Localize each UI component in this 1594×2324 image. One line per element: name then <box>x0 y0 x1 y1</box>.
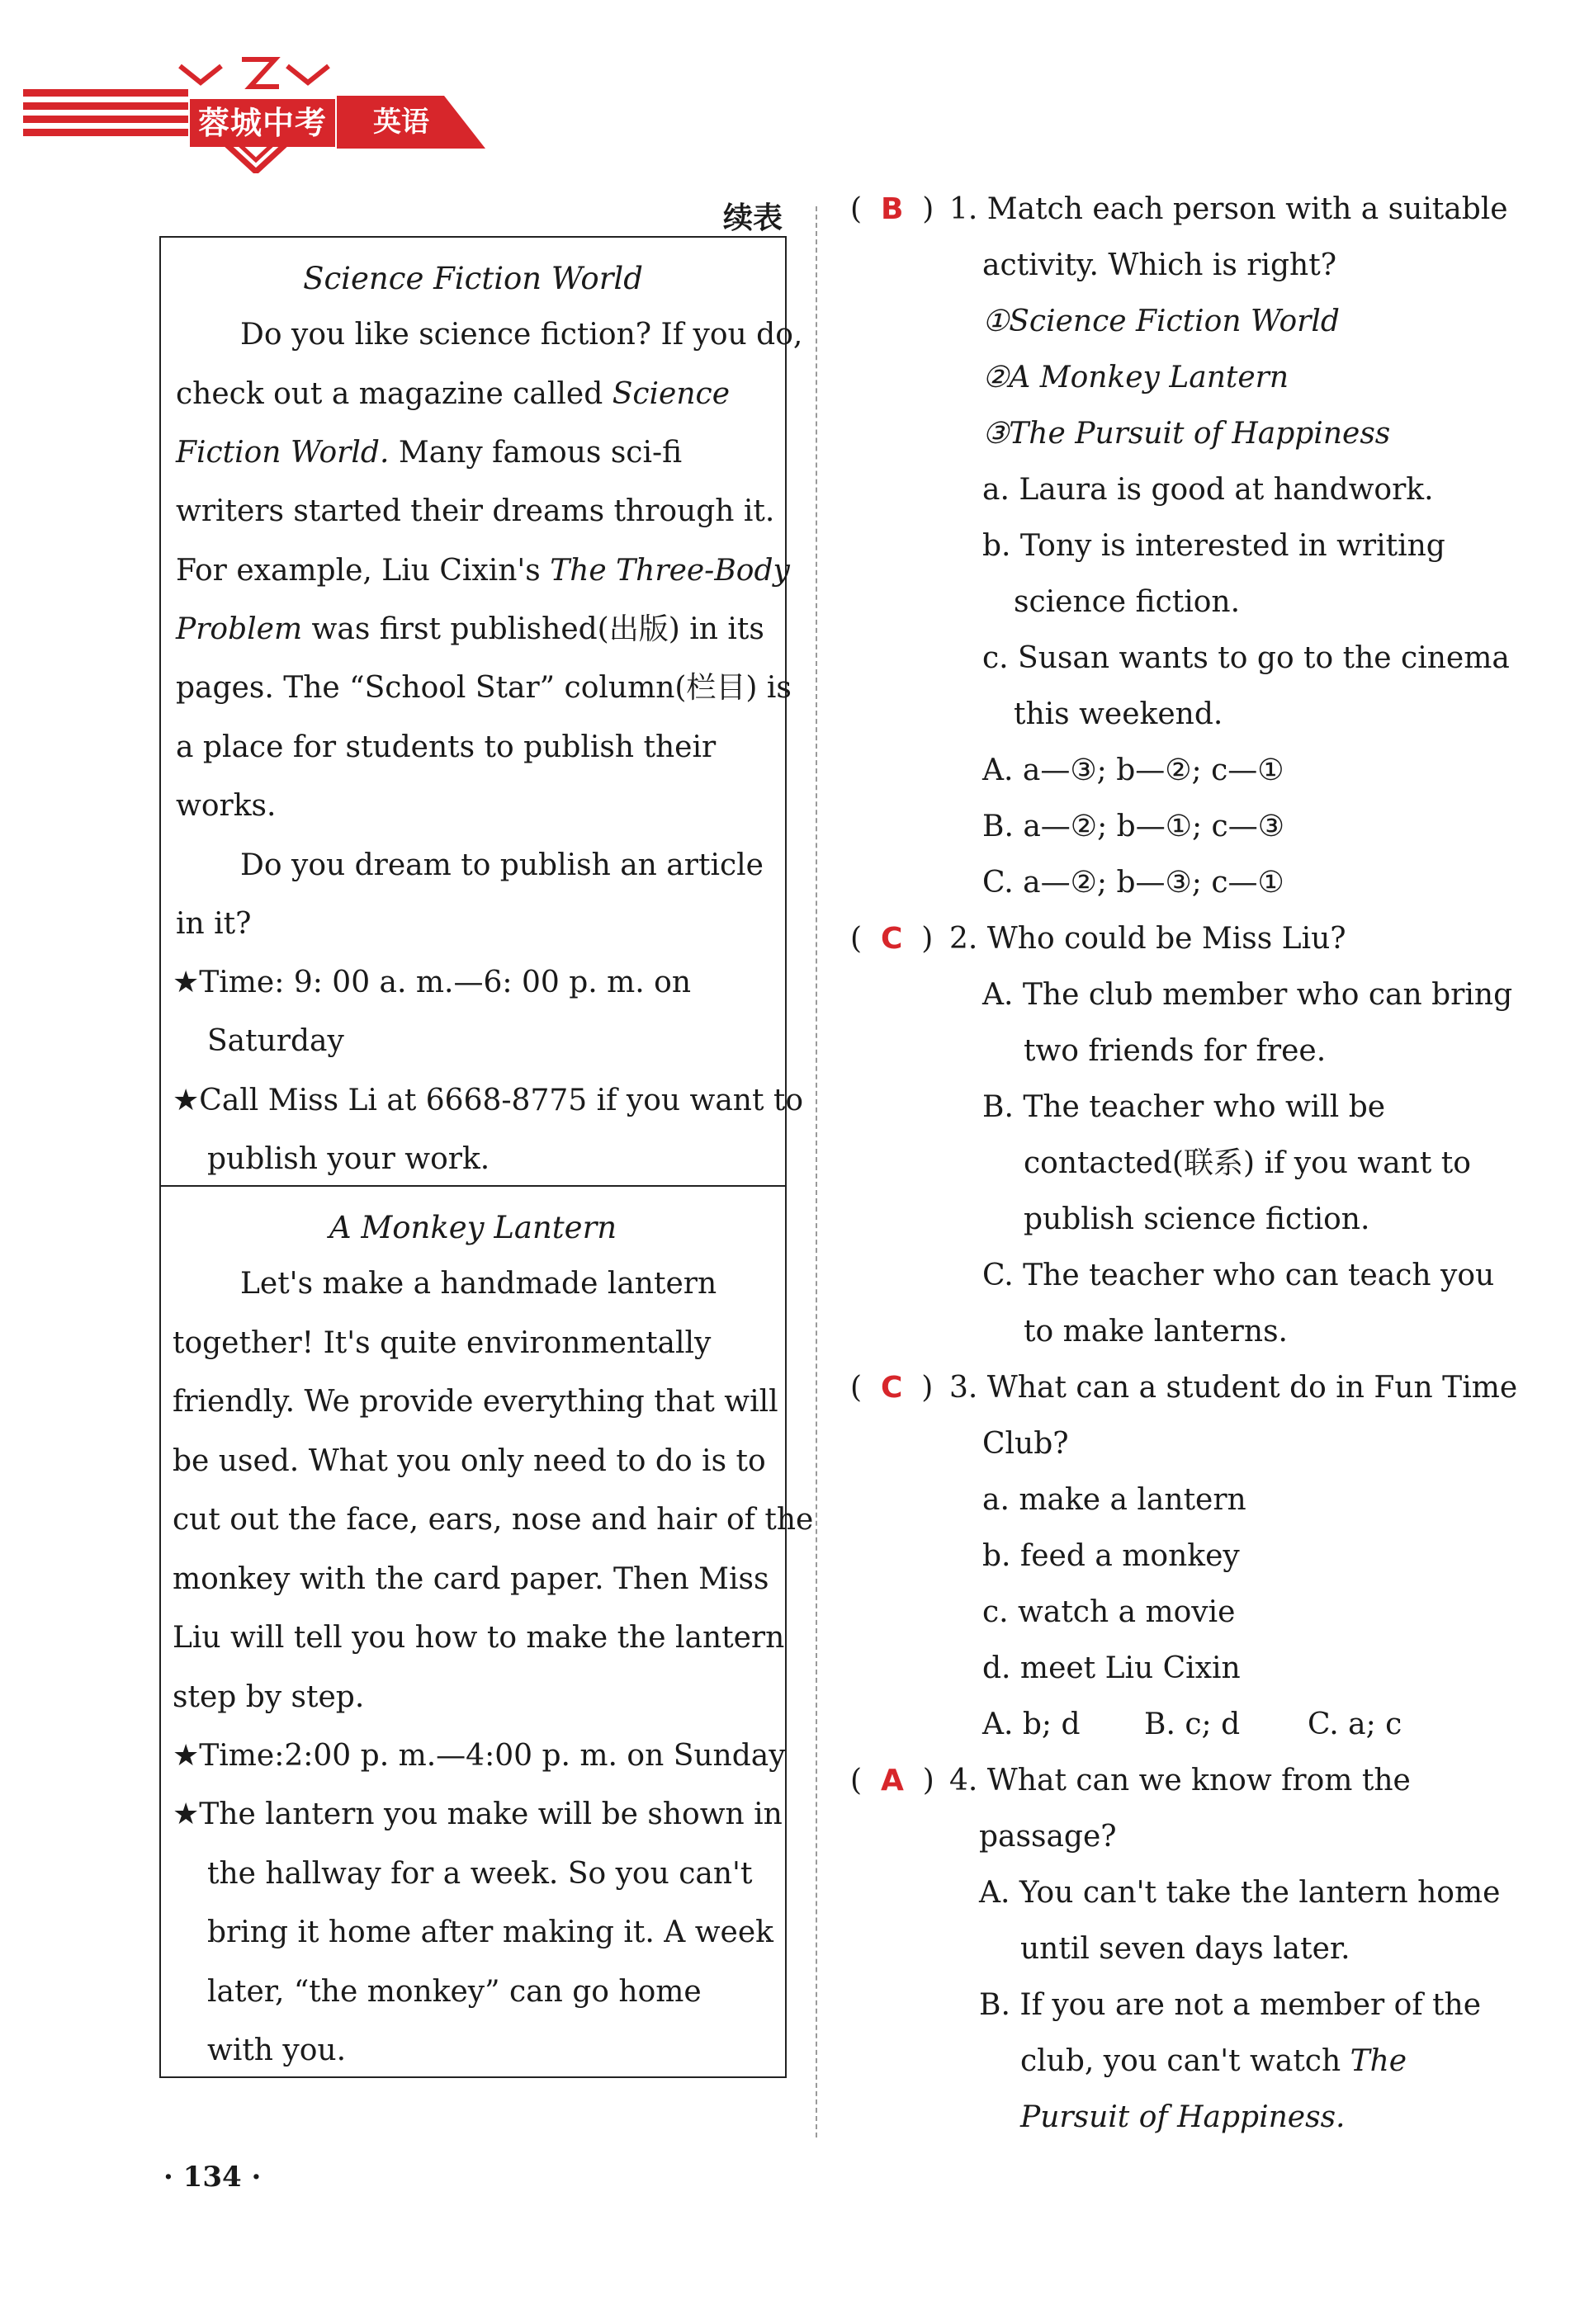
subject-label: 英语 <box>373 106 429 139</box>
q3-sub: a. make a lantern <box>982 1483 1246 1517</box>
q2-option: A. The club member who can bring <box>982 978 1513 1012</box>
q4-option: Pursuit of Happiness. <box>1020 2100 1346 2134</box>
sf-call-cont: publish your work. <box>207 1142 490 1176</box>
table-row-divider <box>161 1185 785 1187</box>
brand-header <box>23 50 485 182</box>
sf-line: works. <box>176 789 277 823</box>
sf-line: a place for students to publish their <box>176 730 717 764</box>
column-divider <box>816 206 817 2137</box>
continued-label: 续表 <box>723 201 783 235</box>
q3-option: C. a; c <box>1308 1708 1402 1741</box>
ml-line: monkey with the card paper. Then Miss <box>173 1562 769 1596</box>
sf-line: Problem was first published(出版) in its <box>176 612 764 646</box>
question-4-stem: 4. What can we know from the <box>949 1764 1411 1797</box>
q1-item: ③The Pursuit of Happiness <box>982 417 1391 451</box>
sf-line: writers started their dreams through it. <box>176 494 775 528</box>
question-3-stem: 3. What can a student do in Fun Time <box>949 1371 1518 1405</box>
ml-line: together! It's quite environmentally <box>173 1326 712 1360</box>
question-4-stem: passage? <box>979 1820 1117 1854</box>
q3-sub: b. feed a monkey <box>982 1539 1240 1573</box>
ml-time: ★Time:2:00 p. m.—4:00 p. m. on Sunday <box>173 1739 786 1773</box>
q3-sub: d. meet Liu Cixin <box>982 1651 1241 1685</box>
question-1-stem: activity. Which is right? <box>982 248 1337 282</box>
q1-sub: science fiction. <box>1014 585 1241 619</box>
q1-option: B. a—②; b—①; c—③ <box>982 810 1284 843</box>
ml-line: Liu will tell you how to make the lantern <box>173 1621 785 1655</box>
q3-option: A. b; d <box>982 1708 1081 1741</box>
q1-item: ②A Monkey Lantern <box>982 361 1289 394</box>
q2-option: two friends for free. <box>1024 1034 1327 1068</box>
q4-option: club, you can't watch The <box>1020 2044 1407 2078</box>
sf-line: check out a magazine called Science <box>176 377 731 411</box>
brand-logo: 蓉城中考 <box>190 99 335 147</box>
ml-shown: the hallway for a week. So you can't <box>207 1857 753 1891</box>
sf-line: Do you like science fiction? If you do, <box>240 318 803 352</box>
sf-line: Fiction World. Many famous sci-fi <box>176 436 683 470</box>
sf-time-cont: Saturday <box>207 1024 344 1058</box>
q3-option: B. c; d <box>1144 1708 1241 1741</box>
sf-call: ★Call Miss Li at 6668-8775 if you want to <box>173 1084 804 1117</box>
ml-line: Let's make a handmade lantern <box>240 1267 717 1301</box>
q1-sub: c. Susan wants to go to the cinema <box>982 641 1510 675</box>
question-2-answer: ( C ) <box>850 922 934 956</box>
question-1-answer: ( B ) <box>850 192 934 226</box>
q1-option: C. a—②; b—③; c—① <box>982 866 1284 900</box>
sf-line: pages. The “School Star” column(栏目) is <box>176 671 792 705</box>
q4-option: A. You can't take the lantern home <box>979 1876 1501 1910</box>
ml-shown: ★The lantern you make will be shown in <box>173 1797 783 1831</box>
q1-sub: a. Laura is good at handwork. <box>982 473 1434 507</box>
sf-line: For example, Liu Cixin's The Three-Body <box>176 554 790 588</box>
q1-sub: b. Tony is interested in writing <box>982 529 1445 563</box>
ml-line: step by step. <box>173 1680 365 1714</box>
ml-shown: later, “the monkey” can go home <box>207 1975 702 2009</box>
question-3-answer: ( C ) <box>850 1371 934 1405</box>
q3-sub: c. watch a movie <box>982 1595 1236 1629</box>
ml-line: cut out the face, ears, nose and hair of the <box>173 1503 814 1537</box>
q2-option: C. The teacher who can teach you <box>982 1259 1495 1292</box>
sf-title: Science Fiction World <box>303 261 643 296</box>
ml-line: friendly. We provide everything that will <box>173 1385 778 1419</box>
q4-option: B. If you are not a member of the <box>979 1988 1482 2022</box>
q1-option: A. a—③; b—②; c—① <box>982 753 1284 787</box>
q4-option: until seven days later. <box>1020 1932 1350 1966</box>
ml-shown: with you. <box>207 2034 347 2067</box>
question-1-stem: 1. Match each person with a suitable <box>949 192 1508 226</box>
question-3-stem: Club? <box>982 1427 1069 1461</box>
sf-time: ★Time: 9: 00 a. m.—6: 00 p. m. on <box>173 966 692 999</box>
question-2-stem: 2. Who could be Miss Liu? <box>949 922 1346 956</box>
sf-line: Do you dream to publish an article <box>240 848 764 882</box>
q2-option: contacted(联系) if you want to <box>1024 1146 1471 1180</box>
sf-line: in it? <box>176 907 252 941</box>
page-number: · 134 · <box>163 2161 262 2194</box>
question-4-answer: ( A ) <box>850 1764 934 1797</box>
ml-shown: bring it home after making it. A week <box>207 1915 773 1949</box>
q1-item: ①Science Fiction World <box>982 305 1340 338</box>
q1-sub: this weekend. <box>1014 697 1223 731</box>
activity-table <box>159 236 814 2078</box>
ml-title: A Monkey Lantern <box>329 1210 617 1245</box>
q2-option: publish science fiction. <box>1024 1202 1370 1236</box>
ml-line: be used. What you only need to do is to <box>173 1444 766 1478</box>
q2-option: to make lanterns. <box>1024 1315 1288 1349</box>
q2-option: B. The teacher who will be <box>982 1090 1386 1124</box>
